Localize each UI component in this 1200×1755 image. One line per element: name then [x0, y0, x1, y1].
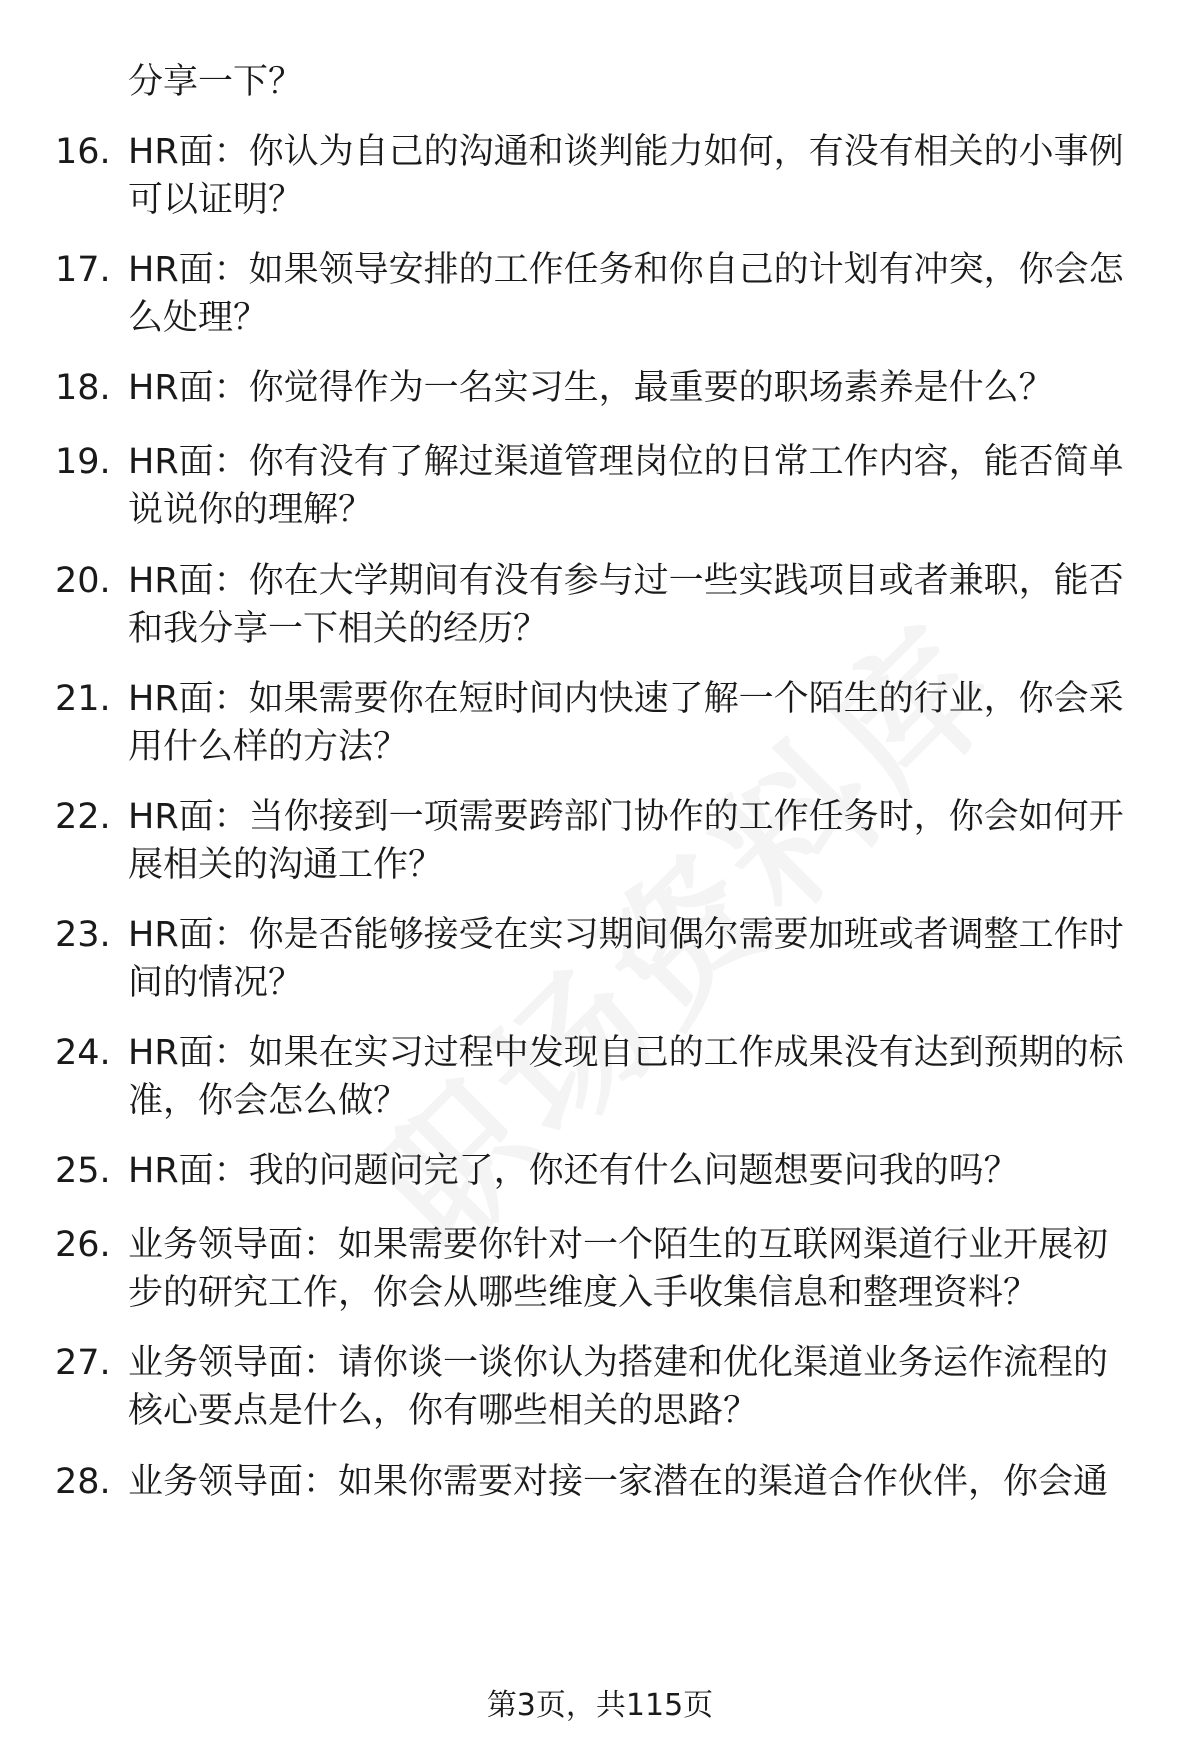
- question-text: [128, 246, 1158, 342]
- continuation-text: [128, 58, 1158, 106]
- question-number: 19.: [55, 442, 111, 482]
- text-line: 业务领导面：请你谈一谈你认为搭建和优化渠道业务运作流程的: [128, 1343, 1109, 1383]
- text-line: HR面：你在大学期间有没有参与过一些实践项目或者兼职，能否: [128, 561, 1124, 601]
- text-line: 和我分享一下相关的经历？: [128, 609, 549, 649]
- question-text: [128, 675, 1158, 771]
- question-text: [128, 364, 1158, 412]
- question-number: 24.: [55, 1033, 111, 1073]
- question-text: [128, 1029, 1158, 1125]
- question-text: [128, 911, 1158, 1007]
- text-line: 业务领导面：如果你需要对接一家潜在的渠道合作伙伴，你会通: [128, 1462, 1109, 1502]
- text-line: 核心要点是什么，你有哪些相关的思路？: [128, 1391, 759, 1431]
- text-line: HR面：我的问题问完了，你还有什么问题想要问我的吗？: [128, 1151, 1019, 1191]
- text-line: 步的研究工作，你会从哪些维度入手收集信息和整理资料？: [128, 1273, 1039, 1313]
- question-number: 20.: [55, 561, 111, 601]
- text-line: 分享一下？: [128, 62, 304, 102]
- text-line: HR面：如果需要你在短时间内快速了解一个陌生的行业，你会采: [128, 679, 1124, 719]
- text-line: HR面：你觉得作为一名实习生，最重要的职场素养是什么？: [128, 368, 1054, 408]
- question-number: 16.: [55, 132, 111, 172]
- question-number: 28.: [55, 1462, 111, 1502]
- text-line: HR面：你是否能够接受在实习期间偶尔需要加班或者调整工作时: [128, 915, 1124, 955]
- text-line: 么处理？: [128, 298, 269, 338]
- question-text: [128, 793, 1158, 889]
- question-number: 17.: [55, 250, 111, 290]
- text-line: HR面：你有没有了解过渠道管理岗位的日常工作内容，能否简单: [128, 442, 1124, 482]
- text-line: HR面：如果领导安排的工作任务和你自己的计划有冲突，你会怎: [128, 250, 1124, 290]
- text-line: 用什么样的方法？: [128, 727, 409, 767]
- question-text: [128, 1339, 1158, 1435]
- question-text: [128, 1458, 1158, 1506]
- question-number: 26.: [55, 1225, 111, 1265]
- text-line: 业务领导面：如果需要你针对一个陌生的互联网渠道行业开展初: [128, 1225, 1109, 1265]
- question-number: 23.: [55, 915, 111, 955]
- text-line: 间的情况？: [128, 963, 304, 1003]
- question-number: 27.: [55, 1343, 111, 1383]
- text-line: 准，你会怎么做？: [128, 1081, 409, 1121]
- text-line: HR面：如果在实习过程中发现自己的工作成果没有达到预期的标: [128, 1033, 1124, 1073]
- question-text: [128, 557, 1158, 653]
- question-number: 25.: [55, 1151, 111, 1191]
- text-line: 展相关的沟通工作？: [128, 845, 444, 885]
- question-number: 21.: [55, 679, 111, 719]
- question-text: [128, 1147, 1158, 1195]
- question-text: [128, 128, 1158, 224]
- text-line: 说说你的理解？: [128, 490, 374, 530]
- page-footer: 第3页，共115页: [486, 1688, 714, 1723]
- question-number: 22.: [55, 797, 111, 837]
- text-line: HR面：你认为自己的沟通和谈判能力如何，有没有相关的小事例: [128, 132, 1124, 172]
- question-text: [128, 438, 1158, 534]
- text-line: 可以证明？: [128, 180, 304, 220]
- question-text: [128, 1221, 1158, 1317]
- question-number: 18.: [55, 368, 111, 408]
- text-line: HR面：当你接到一项需要跨部门协作的工作任务时，你会如何开: [128, 797, 1124, 837]
